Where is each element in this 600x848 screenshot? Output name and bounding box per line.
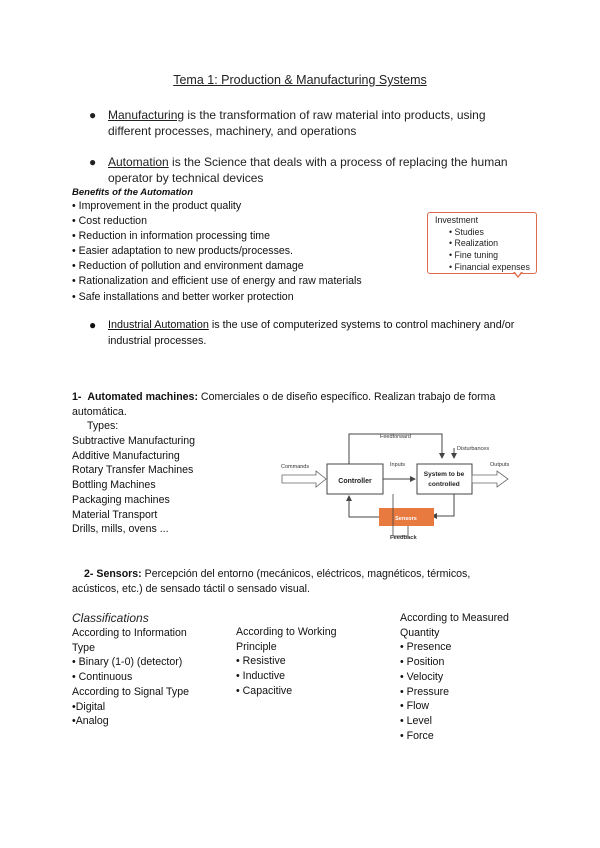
control-diagram bbox=[272, 428, 522, 546]
list-item: • Force bbox=[400, 729, 434, 742]
list-item: • Reduction of pollution and environment damage bbox=[72, 260, 304, 273]
section-text: Comerciales o de diseño específico. Realizan trabajo de forma bbox=[197, 391, 496, 403]
definition-industrial-automation bbox=[89, 318, 515, 349]
list-item: • Fine tuning bbox=[449, 250, 499, 261]
bullet-dot: ● bbox=[89, 108, 97, 122]
list-item: • Capacitive bbox=[236, 684, 293, 697]
definition-text: is the transformation of raw material into products, using bbox=[184, 108, 486, 122]
classification-column-3 bbox=[400, 611, 509, 743]
definition-manufacturing bbox=[89, 107, 486, 139]
list-item: Additive Manufacturing bbox=[72, 449, 180, 462]
list-item: •Digital bbox=[72, 700, 106, 713]
section-heading: Automated machines: bbox=[87, 391, 198, 403]
list-item: • Cost reduction bbox=[72, 215, 147, 228]
list-item: According to Measured bbox=[400, 612, 509, 624]
list-item: Material Transport bbox=[72, 508, 158, 521]
list-item: Packaging machines bbox=[72, 493, 170, 506]
section-text: automática. bbox=[72, 406, 127, 419]
list-item: • Binary (1-0) (detector) bbox=[72, 656, 183, 669]
classification-column-2 bbox=[236, 625, 337, 699]
list-item: Type bbox=[72, 641, 95, 654]
list-item: • Easier adaptation to new products/processes. bbox=[72, 245, 294, 258]
list-item: • Presence bbox=[400, 641, 452, 654]
commands-label: Commands bbox=[281, 464, 310, 470]
list-item: • Velocity bbox=[400, 670, 444, 683]
callout-tail-inner bbox=[515, 272, 521, 276]
feedback-label: Feedback bbox=[390, 535, 417, 541]
investment-callout bbox=[427, 212, 537, 274]
list-item: Drills, mills, ovens ... bbox=[72, 523, 169, 536]
sensors-section bbox=[84, 567, 470, 582]
list-item: Bottling Machines bbox=[72, 479, 156, 492]
outputs-arrow bbox=[472, 471, 508, 487]
feedforward-label: Feedforward bbox=[380, 434, 411, 440]
system-box bbox=[417, 464, 472, 494]
outputs-label: Outputs bbox=[490, 462, 510, 468]
benefits-list bbox=[72, 199, 362, 305]
list-item: • Continuous bbox=[72, 671, 133, 684]
commands-arrow bbox=[282, 471, 326, 487]
types-label: Types: bbox=[87, 420, 119, 432]
list-item: • Reduction in information processing time bbox=[72, 230, 271, 243]
list-item: • Inductive bbox=[236, 670, 286, 683]
controller-label: Controller bbox=[338, 478, 372, 485]
term-automation: Automation bbox=[108, 155, 169, 169]
disturbances-label: Disturbances bbox=[457, 446, 490, 452]
feedback-line-left bbox=[349, 496, 379, 517]
bullet-dot: ● bbox=[89, 318, 97, 332]
automated-machines-section bbox=[72, 390, 542, 420]
inputs-label: Inputs bbox=[390, 462, 405, 468]
classifications-title: Classifications bbox=[72, 611, 149, 625]
list-item: • Resistive bbox=[236, 655, 286, 668]
list-item: • Safe installations and better worker protection bbox=[72, 290, 294, 303]
section-heading: Sensors: bbox=[96, 568, 142, 580]
list-item: • Financial expenses bbox=[449, 261, 530, 272]
page-title: Tema 1: Production & Manufacturing Systems bbox=[173, 73, 427, 87]
bullet-dot: ● bbox=[89, 155, 97, 169]
feedback-line-right bbox=[432, 494, 454, 516]
list-item: •Analog bbox=[72, 715, 109, 728]
term-industrial-automation: Industrial Automation bbox=[108, 319, 209, 331]
system-label-2: controlled bbox=[428, 481, 460, 488]
list-item: • Pressure bbox=[400, 685, 450, 698]
definition-text: is the Science that deals with a process of replacing the human bbox=[168, 155, 508, 169]
benefits-title: Benefits of the Automation bbox=[72, 187, 194, 198]
investment-title: Investment bbox=[435, 215, 479, 225]
definition-text: industrial processes. bbox=[108, 334, 207, 347]
section-number: 1- bbox=[72, 391, 82, 403]
list-item: • Position bbox=[400, 656, 445, 669]
definition-text: is the use of computerized systems to control machinery and/or bbox=[208, 319, 515, 331]
system-label-1: System to be bbox=[423, 471, 465, 478]
list-item: • Rationalization and efficient use of energy and raw materials bbox=[72, 275, 362, 288]
section-number: 2- bbox=[84, 568, 94, 580]
definition-automation bbox=[89, 154, 508, 186]
list-item: • Flow bbox=[400, 700, 430, 713]
list-item: • Improvement in the product quality bbox=[72, 200, 242, 212]
list-item: • Realization bbox=[449, 238, 499, 249]
list-item: According to Working bbox=[236, 626, 337, 638]
term-manufacturing: Manufacturing bbox=[108, 108, 185, 122]
list-item: According to Information bbox=[72, 627, 187, 639]
list-item: • Studies bbox=[449, 226, 484, 237]
list-item: • Level bbox=[400, 714, 432, 727]
types-list bbox=[72, 434, 195, 537]
section-text: acústicos, etc.) de sensado táctil o sensado visual. bbox=[72, 583, 310, 595]
classification-column-1 bbox=[72, 626, 189, 729]
list-item: Subtractive Manufacturing bbox=[72, 435, 196, 447]
definition-text: different processes, machinery, and operations bbox=[108, 124, 357, 138]
list-item: Rotary Transfer Machines bbox=[72, 464, 194, 477]
list-item: Principle bbox=[236, 640, 277, 653]
definition-text: operator by technical devices bbox=[108, 171, 264, 185]
list-item: Quantity bbox=[400, 626, 440, 639]
section-text: Percepción del entorno (mecánicos, eléctricos, magnéticos, térmicos, bbox=[141, 568, 471, 580]
list-item: According to Signal Type bbox=[72, 685, 189, 698]
sensors-label: Sensors bbox=[395, 516, 417, 522]
